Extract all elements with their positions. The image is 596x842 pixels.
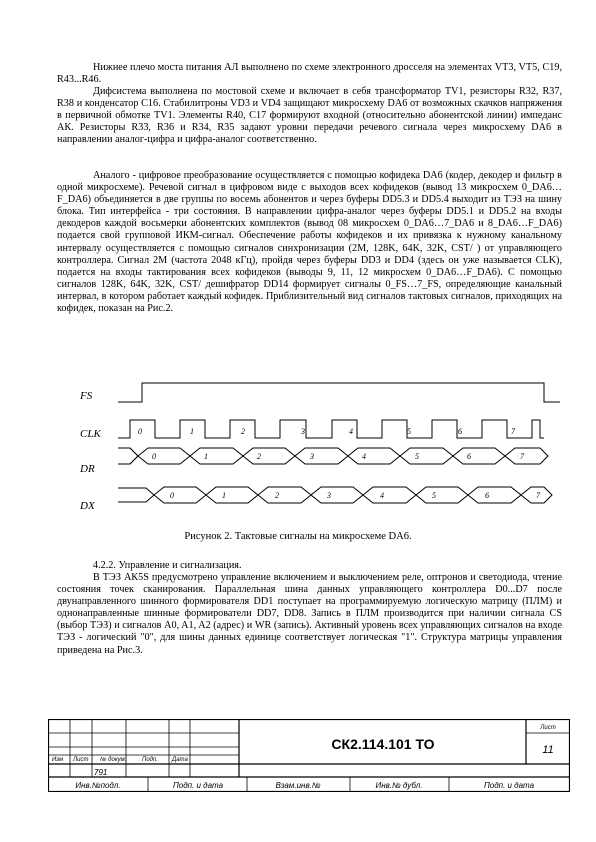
paragraph-2: Дифсистема выполнена по мостовой схеме и включает в себя трансформатор TV1, резисторы R32, R37, R38 и конденсатор C16. Стабилитроны VD3 и VD4 защищают микросхему DA6 от возможных скачков напряжения в первичной обмотке TV1. Элементы R40, C17 формируют входной (относительно абонентской линии) импеданс АК. Резисторы R33, R36 и R34, R35 задают уровни передачи речевого сигнала через микросхему DA6 в направлении аналог-цифра и цифра-аналог соответственно. [57,86,562,146]
dr-number: 5 [415,452,419,461]
dr-number: 0 [152,452,156,461]
dx-number: 1 [222,491,226,500]
tb-label-sign: Подп. [142,757,158,763]
clk-waveform [118,420,544,438]
title-block [48,719,570,792]
dx-number: 7 [536,491,540,500]
clk-number: 5 [407,427,411,436]
tb-bottom-inv-dubl: Инв.№ дубл. [375,781,423,790]
dx-number: 0 [170,491,174,500]
dr-number: 4 [362,452,366,461]
dr-number: 6 [467,452,471,461]
tb-bottom-podp-2: Подп. и дата [483,781,535,790]
dr-number: 7 [520,452,524,461]
dx-number: 2 [275,491,279,500]
paragraph-4: В ТЭЗ АК5S предусмотрено управление включением и выключением реле, оптронов и светодиода, чтение состояния точек сканирования. Параллельная шина данных управляющего контроллера D0...D7 после двунаправленного шинного формирователя DD1 поступает на программируемую логическую матрицу (ПЛМ) и однонаправленные шинные формирователи DD7, DD8. Запись в ПЛМ производится при наличии сигнала CS (выбор ТЭЗ) и сигналов A0, A1, A2 (адрес) и WR (запись). Активный уровень всех управляющих сигналов на входе ТЭЗ - логический "0", для шины данных единице соответствует логическая "1". Структура матрицы управления приведена на Рис.3. [57,572,562,656]
fs-waveform [118,383,560,402]
tb-bottom-vzam: Взам.инв.№ [275,781,321,790]
sheet-number: 11 [542,744,554,756]
timing-diagram [70,376,560,520]
tb-label-date: Дата [172,757,188,763]
paragraph-1: Нижнее плечо моста питания АЛ выполнено по схеме электронного дросселя на элементах VT3, VT5, C19, R43...R46. [57,62,562,86]
tb-label-list: Лист [73,757,89,763]
signal-label-dx: DX [80,500,95,512]
figure-caption: Рисунок 2. Тактовые сигналы на микросхеме DA6. [184,531,412,542]
paragraph-3: Аналого - цифровое преобразование осуществляется с помощью кофидека DA6 (кодер, декодер и фильтр в одной микросхеме). Речевой сигнал в цифровом виде с выходов всех кофидеков (вывод 13 микросхем 0_DA6…F_DA6) объединяется в две группы по восемь абонентов и через буферы DD5.3 и DD5.4 выходит из ТЭЗ на шину блока. Тип интерфейса - три состояния. В направлении цифра-аналог через буферы DD5.1 и DD5.2 на входы декодеров каждой восьмерки абонентских комплектов (вывод 08 микросхем 0_DA6…7_DA6 и 8_DA6…F_DA6) подается свой групповой ИКМ-сигнал. Обеспечение работы кофидеков и их привязка к нужному канальному интервалу осуществляется с помощью сигналов синхронизации (2M, 128K, 64K, 32K, CST/ ) от управляющего контроллера. Сигнал 2M (частота 2048 кГц), пройдя через буферы DD3 и DD4 (здесь он уже называется CLK), подается на входы тактирования всех кофидеков (выводы 9, 11, 12 микросхем 0_DA6…F_DA6). С помощью сигналов 128K, 64K, 32K, CST/ дешифратор DD14 формирует сигналы 0_FS…7_FS, определяющие канальный интервал, в котором работает каждый кофидек. Приблизительный вид сигналов тактовых сигналов, приходящих на кофидек, показан на Рис.2. [57,170,562,315]
clk-number: 1 [190,427,194,436]
clk-number: 3 [301,427,305,436]
dr-number: 3 [310,452,314,461]
dx-number: 4 [380,491,384,500]
tb-bottom-inv-podl: Инв.№подл. [75,781,121,790]
clk-number: 4 [349,427,353,436]
tb-label-doc: № докум. [100,757,127,763]
dr-number: 2 [257,452,261,461]
signal-label-clk: CLK [80,428,101,440]
dx-number: 6 [485,491,489,500]
tb-bottom-podp-1: Подп. и дата [172,781,224,790]
clk-number: 2 [241,427,245,436]
dr-waveform [118,448,548,464]
sheet-label: Лист [540,725,556,731]
tb-label-izm: Изм [52,757,64,763]
clk-number: 6 [458,427,462,436]
section-heading: 4.2.2. Управление и сигнализация. [93,560,242,571]
clk-number: 0 [138,427,142,436]
dx-number: 5 [432,491,436,500]
tb-inv-value: 791 [94,768,108,777]
dr-number: 1 [204,452,208,461]
clk-number: 7 [511,427,515,436]
document-code: СК2.114.101 ТО [331,736,435,752]
signal-label-dr: DR [80,463,95,475]
dx-number: 3 [327,491,331,500]
signal-label-fs: FS [80,390,93,402]
